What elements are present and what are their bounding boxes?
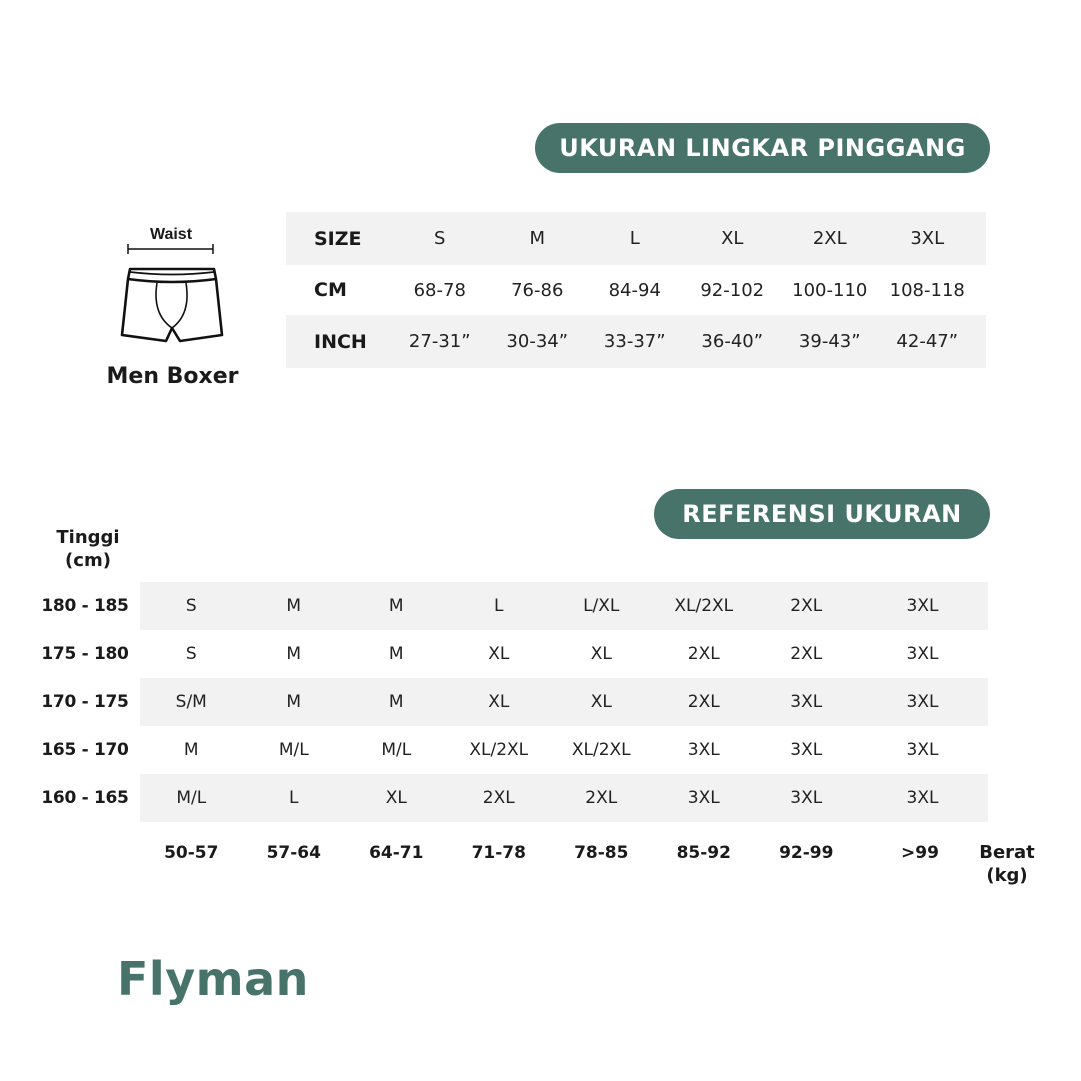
height-range: 170 - 175 — [41, 692, 129, 712]
table-cell: 108-118 — [889, 279, 965, 301]
table-row — [30, 582, 990, 630]
table-cell: 3XL — [906, 596, 939, 616]
table-cell: XL/2XL — [469, 740, 529, 760]
height-range: 180 - 185 — [41, 596, 129, 616]
table-cell: 42-47” — [896, 331, 959, 352]
table-cell: XL — [385, 788, 407, 808]
table-cell: M — [183, 740, 199, 760]
weight-range: 92-99 — [779, 843, 834, 863]
table-cell: L — [289, 788, 299, 808]
table-cell: M — [286, 644, 302, 664]
table-cell: S/M — [175, 692, 207, 712]
table-cell: 3XL — [906, 644, 939, 664]
brand-logo: Flyman — [117, 952, 309, 1006]
weight-range: >99 — [901, 843, 939, 863]
waist-label: Waist — [149, 226, 193, 243]
table-cell: 100-110 — [792, 279, 868, 301]
table-cell: S — [185, 644, 197, 664]
waist-size-title-badge — [535, 123, 990, 173]
row-header: SIZE — [314, 227, 362, 250]
table-cell: 2XL — [585, 788, 618, 808]
boxer-illustration — [100, 222, 245, 397]
table-cell: M — [388, 596, 404, 616]
table-cell: L — [494, 596, 504, 616]
table-cell: M — [286, 692, 302, 712]
reference-title-badge — [654, 489, 990, 539]
table-row-cm — [286, 265, 986, 315]
table-cell: 2XL — [687, 692, 720, 712]
table-row — [30, 726, 990, 774]
table-cell: M/L — [278, 740, 309, 760]
table-cell: XL — [590, 644, 612, 664]
table-cell: 3XL — [687, 788, 720, 808]
weight-range: 64-71 — [369, 843, 424, 863]
weight-label: Berat — [979, 842, 1035, 863]
table-cell: XL — [488, 692, 510, 712]
weight-range: 85-92 — [676, 843, 731, 863]
table-cell: 3XL — [906, 740, 939, 760]
size-header: 3XL — [910, 228, 945, 249]
weight-axis-label — [968, 841, 1046, 887]
table-cell: 27-31” — [408, 331, 471, 352]
table-cell: M/L — [381, 740, 412, 760]
height-range: 175 - 180 — [41, 644, 129, 664]
table-cell: 68-78 — [413, 279, 466, 301]
table-cell: 76-86 — [511, 279, 564, 301]
table-cell: XL — [488, 644, 510, 664]
height-label: Tinggi — [56, 527, 120, 548]
table-cell: 3XL — [790, 740, 823, 760]
table-cell: 39-43” — [798, 331, 861, 352]
table-cell: XL/2XL — [571, 740, 631, 760]
table-cell: 3XL — [687, 740, 720, 760]
table-cell: 3XL — [906, 788, 939, 808]
table-cell: L/XL — [583, 596, 620, 616]
table-cell: 33-37” — [603, 331, 666, 352]
table-cell: 3XL — [790, 692, 823, 712]
table-cell: 2XL — [687, 644, 720, 664]
weight-range: 50-57 — [164, 843, 219, 863]
table-cell: S — [185, 596, 197, 616]
weight-ranges-row — [140, 843, 1081, 863]
table-cell: 36-40” — [701, 331, 764, 352]
size-header: L — [629, 228, 640, 249]
table-cell: 3XL — [790, 788, 823, 808]
height-axis-label — [48, 526, 128, 572]
table-row — [30, 630, 990, 678]
row-header: CM — [314, 279, 347, 301]
table-row — [30, 774, 990, 822]
table-cell: M/L — [176, 788, 207, 808]
table-cell: 92-102 — [700, 279, 765, 301]
waist-size-title: UKURAN LINGKAR PINGGANG — [559, 134, 966, 162]
table-cell: 2XL — [790, 596, 823, 616]
weight-unit: (kg) — [986, 865, 1028, 886]
height-range: 160 - 165 — [41, 788, 129, 808]
size-header: XL — [721, 228, 744, 249]
size-header: 2XL — [812, 228, 847, 249]
row-header: INCH — [314, 330, 367, 353]
table-row-inch — [286, 315, 986, 368]
weight-range: 71-78 — [471, 843, 526, 863]
weight-range: 78-85 — [574, 843, 629, 863]
table-cell: 30-34” — [506, 331, 569, 352]
table-row — [30, 678, 990, 726]
table-cell: M — [286, 596, 302, 616]
table-cell: 84-94 — [608, 279, 661, 301]
table-cell: 2XL — [790, 644, 823, 664]
boxer-shorts-icon — [100, 242, 245, 362]
size-reference-table — [30, 582, 990, 822]
height-range: 165 - 170 — [41, 740, 129, 760]
boxer-caption: Men Boxer — [106, 364, 239, 389]
size-header: M — [529, 228, 546, 249]
table-cell: XL/2XL — [674, 596, 734, 616]
waist-size-table — [286, 212, 986, 368]
table-cell: XL — [590, 692, 612, 712]
table-cell: M — [388, 692, 404, 712]
table-header-row — [286, 212, 986, 265]
table-cell: 3XL — [906, 692, 939, 712]
table-cell: M — [388, 644, 404, 664]
height-unit: (cm) — [65, 550, 111, 571]
size-header: S — [434, 228, 446, 249]
weight-range: 57-64 — [266, 843, 321, 863]
reference-title: REFERENSI UKURAN — [682, 500, 962, 528]
table-cell: 2XL — [482, 788, 515, 808]
